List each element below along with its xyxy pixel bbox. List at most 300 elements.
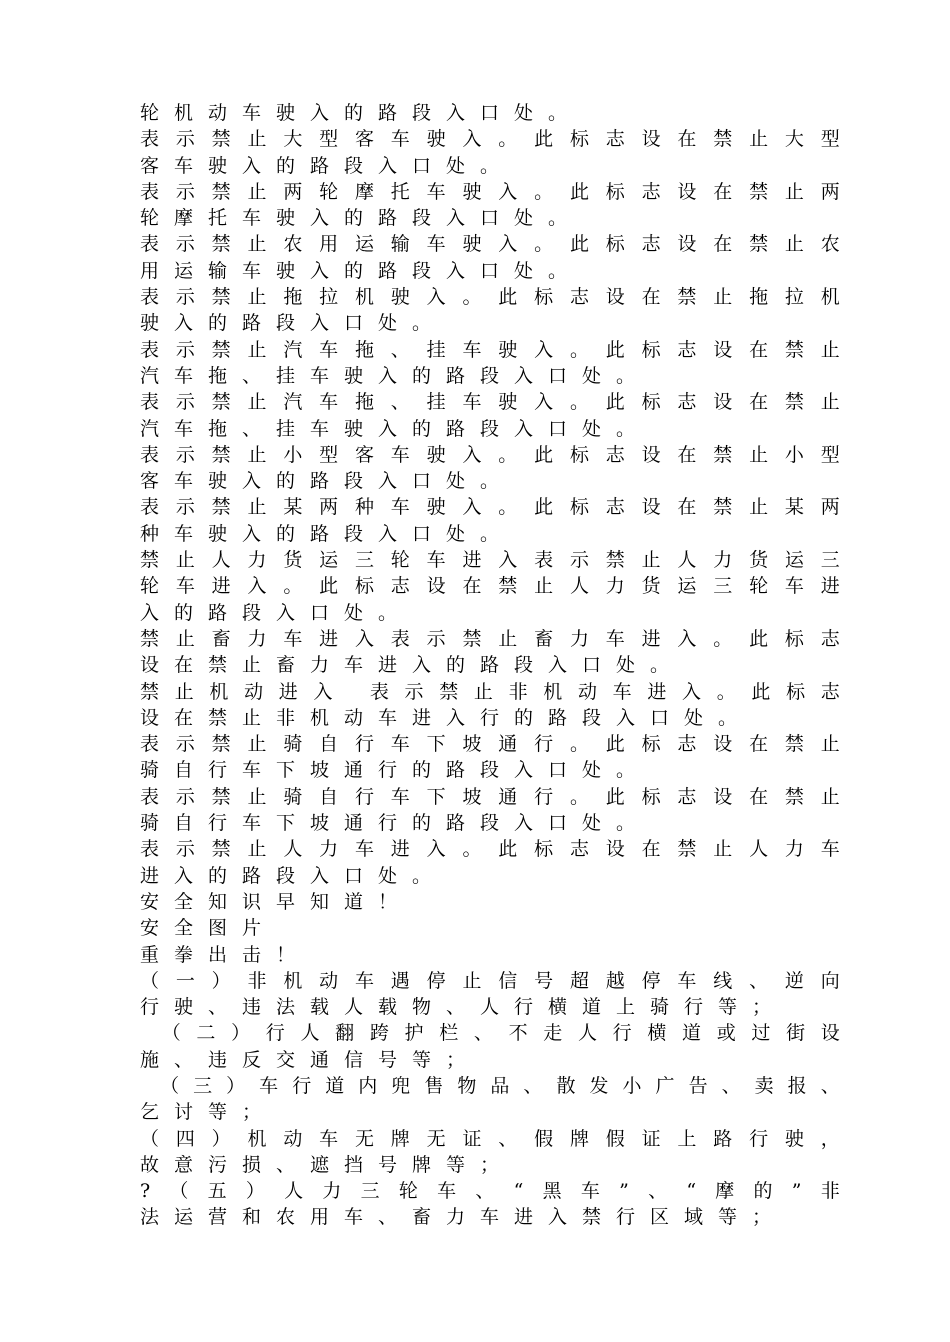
char: 入 — [426, 286, 446, 309]
char: 上 — [677, 1127, 697, 1150]
char: 人 — [749, 838, 769, 861]
char: 禁 — [713, 128, 733, 151]
char: 此 — [498, 286, 518, 309]
char: 停 — [641, 969, 661, 992]
char: 止 — [534, 575, 554, 598]
char: ， — [820, 1127, 840, 1150]
char: 止 — [247, 838, 267, 861]
char: 托 — [390, 180, 410, 203]
char: 。 — [534, 180, 554, 203]
char: 三 — [193, 1074, 213, 1097]
char: 示 — [404, 680, 424, 703]
char: 通 — [498, 733, 518, 756]
char: 禁 — [211, 785, 231, 808]
char: 用 — [319, 233, 339, 256]
char: 。 — [534, 233, 554, 256]
char: 向 — [820, 969, 840, 992]
char: 路 — [713, 1127, 733, 1150]
char: 进 — [390, 838, 410, 861]
char: 标 — [641, 391, 661, 414]
char: 两 — [820, 180, 840, 203]
char: （ — [161, 1022, 181, 1045]
char: 此 — [751, 680, 771, 703]
char: 此 — [605, 391, 625, 414]
char: 走 — [543, 1022, 563, 1045]
char: 两 — [820, 496, 840, 519]
char: 止 — [247, 128, 267, 151]
char: 表 — [140, 180, 160, 203]
char: （ — [169, 1180, 189, 1203]
char: 止 — [247, 443, 267, 466]
char: 道 — [682, 1022, 702, 1045]
char: 表 — [140, 233, 160, 256]
char: 进 — [462, 549, 482, 572]
char: 车 — [462, 338, 482, 361]
char: 入 — [682, 680, 702, 703]
char: 驶 — [498, 391, 518, 414]
char: 非 — [247, 969, 267, 992]
char: 人 — [211, 549, 231, 572]
char: ” — [791, 1180, 802, 1203]
char: 行 — [534, 785, 554, 808]
char: 轮 — [140, 575, 160, 598]
text-line — [140, 442, 840, 468]
char: 车 — [319, 338, 339, 361]
char — [348, 679, 354, 705]
char: 禁 — [498, 575, 518, 598]
text-line: 轮机动车驶入的路段入口处。 — [140, 102, 583, 124]
char: 车 — [390, 785, 410, 808]
char: （ — [140, 1127, 160, 1150]
char: 挂 — [426, 338, 446, 361]
char: 。 — [462, 286, 482, 309]
text-line — [140, 547, 840, 573]
char: 车 — [426, 180, 446, 203]
char: 表 — [534, 549, 554, 572]
char: 表 — [140, 785, 160, 808]
char: 运 — [319, 549, 339, 572]
char: 一 — [175, 969, 195, 992]
char: 表 — [140, 286, 160, 309]
text-line — [140, 573, 840, 599]
char: 车 — [354, 838, 374, 861]
char: 止 — [174, 680, 194, 703]
char: 进 — [211, 575, 231, 598]
char: 车 — [437, 1180, 457, 1203]
char: 禁 — [211, 180, 231, 203]
char: 禁 — [784, 733, 804, 756]
char: 三 — [360, 1180, 380, 1203]
char: 机 — [209, 680, 229, 703]
char: 自 — [319, 733, 339, 756]
char: 止 — [175, 627, 195, 650]
char: 入 — [313, 680, 333, 703]
char: 。 — [569, 733, 589, 756]
char: 设 — [713, 785, 733, 808]
char: 动 — [244, 680, 264, 703]
char: 的 — [753, 1180, 773, 1203]
document-page — [140, 100, 840, 1231]
char: 入 — [534, 391, 554, 414]
char: “ — [513, 1180, 524, 1203]
char: 标 — [569, 128, 589, 151]
char: 街 — [786, 1022, 806, 1045]
char: 标 — [534, 838, 554, 861]
text-line — [140, 679, 840, 705]
char: 骑 — [283, 733, 303, 756]
char: 禁 — [749, 180, 769, 203]
text-line — [140, 1178, 840, 1204]
char: 在 — [749, 785, 769, 808]
char: 售 — [424, 1074, 444, 1097]
text-line — [140, 494, 840, 520]
text-line — [140, 126, 840, 152]
char: 标 — [784, 627, 804, 650]
char: 、 — [390, 338, 410, 361]
char: 此 — [498, 838, 518, 861]
char: 通 — [498, 785, 518, 808]
char: 表 — [140, 338, 160, 361]
char: 志 — [677, 391, 697, 414]
char: 在 — [713, 180, 733, 203]
char: 三 — [354, 549, 374, 572]
char: 止 — [820, 785, 840, 808]
char: 此 — [319, 575, 339, 598]
char: 车 — [605, 627, 625, 650]
char: 下 — [426, 733, 446, 756]
char: 示 — [569, 549, 589, 572]
char: 入 — [462, 443, 482, 466]
char: 车 — [390, 128, 410, 151]
char: 证 — [462, 1127, 482, 1150]
char: 此 — [605, 338, 625, 361]
char: 骑 — [283, 785, 303, 808]
char: 轮 — [390, 549, 410, 572]
char: 禁 — [784, 338, 804, 361]
text-line — [140, 836, 840, 862]
char: 禁 — [677, 286, 697, 309]
char: 止 — [498, 627, 518, 650]
char: 力 — [569, 627, 589, 650]
char: 轮 — [398, 1180, 418, 1203]
char: 表 — [140, 128, 160, 151]
char: 拉 — [319, 286, 339, 309]
text-line — [140, 968, 840, 994]
char: 此 — [749, 627, 769, 650]
char — [140, 1020, 146, 1046]
char: 农 — [820, 233, 840, 256]
char: 力 — [784, 838, 804, 861]
char: 号 — [534, 969, 554, 992]
char: 、 — [498, 1127, 518, 1150]
char: 入 — [498, 233, 518, 256]
char: （ — [140, 969, 160, 992]
char: 栏 — [439, 1022, 459, 1045]
char: 行 — [354, 733, 374, 756]
char: 行 — [534, 733, 554, 756]
char: 在 — [462, 575, 482, 598]
char: 禁 — [140, 680, 160, 703]
char: 驶 — [462, 180, 482, 203]
char: 止 — [247, 391, 267, 414]
char: 力 — [322, 1180, 342, 1203]
char: 黑 — [542, 1180, 562, 1203]
char: 标 — [569, 443, 589, 466]
char: 小 — [283, 443, 303, 466]
text-line: 汽车拖、挂车驶入的路段入口处。 — [140, 364, 651, 387]
char: 志 — [641, 233, 661, 256]
char: 动 — [577, 680, 597, 703]
char: 禁 — [784, 391, 804, 414]
char: 设 — [641, 128, 661, 151]
char: 越 — [605, 969, 625, 992]
char: 止 — [473, 680, 493, 703]
char: 驶 — [426, 128, 446, 151]
char: 表 — [140, 443, 160, 466]
char: 遇 — [390, 969, 410, 992]
char: 止 — [820, 733, 840, 756]
char: 设 — [677, 180, 697, 203]
char: 无 — [426, 1127, 446, 1150]
char: 示 — [175, 391, 195, 414]
text-line: 用运输车驶入的路段入口处。 — [140, 259, 583, 282]
char: 三 — [713, 575, 733, 598]
char: 止 — [749, 443, 769, 466]
char: 假 — [534, 1127, 554, 1150]
char: 小 — [622, 1074, 642, 1097]
text-line — [140, 179, 840, 205]
char: 标 — [786, 680, 806, 703]
char: 人 — [284, 1180, 304, 1203]
char: 证 — [641, 1127, 661, 1150]
char: 在 — [641, 838, 661, 861]
char: 摩 — [354, 180, 374, 203]
text-line — [140, 231, 840, 257]
char: 非 — [508, 680, 528, 703]
char: 在 — [713, 233, 733, 256]
char: 报 — [787, 1074, 807, 1097]
char: ” — [619, 1180, 629, 1203]
char: 汽 — [283, 391, 303, 414]
char: 在 — [677, 443, 697, 466]
char: 客 — [354, 443, 374, 466]
char: 运 — [784, 549, 804, 572]
char: 动 — [319, 969, 339, 992]
text-line — [140, 1020, 840, 1046]
char: 、 — [473, 1022, 493, 1045]
char: 示 — [175, 233, 195, 256]
char: 止 — [247, 233, 267, 256]
char: 坡 — [462, 785, 482, 808]
text-line: 进入的路段入口处。 — [140, 864, 447, 887]
char: 止 — [820, 391, 840, 414]
char: 货 — [749, 549, 769, 572]
char: 示 — [175, 733, 195, 756]
char: 志 — [605, 496, 625, 519]
char: 入 — [247, 575, 267, 598]
char: 或 — [716, 1022, 736, 1045]
char: 止 — [247, 496, 267, 519]
char: 车 — [390, 496, 410, 519]
char: 护 — [404, 1022, 424, 1045]
char: 轮 — [319, 180, 339, 203]
char: 止 — [784, 233, 804, 256]
char: 此 — [569, 180, 589, 203]
char: 志 — [820, 680, 840, 703]
text-line: 驶入的路段入口处。 — [140, 312, 447, 335]
char: 拉 — [784, 286, 804, 309]
text-line: 轮摩托车驶入的路段入口处。 — [140, 207, 583, 230]
char: 设 — [713, 391, 733, 414]
text-line — [140, 626, 840, 652]
char: 车 — [319, 391, 339, 414]
text-line: 安全图片 — [140, 917, 277, 940]
char: 停 — [426, 969, 446, 992]
char: 入 — [462, 496, 482, 519]
char: 志 — [677, 785, 697, 808]
char: 标 — [641, 785, 661, 808]
char: 进 — [820, 575, 840, 598]
char: 广 — [655, 1074, 675, 1097]
char: 拖 — [283, 286, 303, 309]
char — [140, 1073, 146, 1099]
char: 设 — [426, 575, 446, 598]
char: 在 — [749, 391, 769, 414]
char: 力 — [605, 575, 625, 598]
char: 禁 — [211, 496, 231, 519]
char: 禁 — [211, 443, 231, 466]
char: 车 — [677, 969, 697, 992]
char: 、 — [390, 391, 410, 414]
char: 此 — [605, 785, 625, 808]
char: 牌 — [569, 1127, 589, 1150]
char: 人 — [577, 1022, 597, 1045]
char: 不 — [508, 1022, 528, 1045]
char: 志 — [605, 443, 625, 466]
char: 进 — [647, 680, 667, 703]
char: 行 — [265, 1022, 285, 1045]
char: 止 — [713, 838, 733, 861]
char: 型 — [820, 128, 840, 151]
char: 摩 — [715, 1180, 735, 1203]
char: 超 — [569, 969, 589, 992]
char: 车 — [612, 680, 632, 703]
char: 止 — [247, 286, 267, 309]
char: 车 — [283, 627, 303, 650]
char: 车 — [426, 233, 446, 256]
char: 客 — [354, 128, 374, 151]
char: 车 — [462, 391, 482, 414]
char: 车 — [390, 443, 410, 466]
char: 止 — [713, 286, 733, 309]
char: 品 — [490, 1074, 510, 1097]
char: 驶 — [498, 338, 518, 361]
char: 非 — [820, 1180, 840, 1203]
char: 内 — [358, 1074, 378, 1097]
char: 、 — [749, 969, 769, 992]
char: 人 — [677, 549, 697, 572]
char: 禁 — [784, 785, 804, 808]
char: 车 — [784, 575, 804, 598]
char: 、 — [475, 1180, 495, 1203]
char: 车 — [175, 575, 195, 598]
char: 散 — [556, 1074, 576, 1097]
char: ? — [140, 1180, 151, 1203]
char: 拖 — [354, 338, 374, 361]
char: 输 — [390, 233, 410, 256]
char: 在 — [641, 286, 661, 309]
char: 示 — [175, 443, 195, 466]
char: 止 — [175, 549, 195, 572]
char: 止 — [820, 338, 840, 361]
char: 标 — [534, 286, 554, 309]
char: 禁 — [462, 627, 482, 650]
text-line — [140, 284, 840, 310]
char: 两 — [283, 180, 303, 203]
char: 机 — [283, 969, 303, 992]
char: 志 — [820, 627, 840, 650]
char: 在 — [677, 496, 697, 519]
text-line: 骑自行车下坡通行的路段入口处。 — [140, 812, 651, 835]
char: 。 — [498, 496, 518, 519]
char: 此 — [534, 496, 554, 519]
char: 禁 — [140, 549, 160, 572]
char: 型 — [319, 128, 339, 151]
char: 示 — [426, 627, 446, 650]
char: 进 — [319, 627, 339, 650]
char: 禁 — [677, 838, 697, 861]
char: 设 — [605, 286, 625, 309]
char: 大 — [283, 128, 303, 151]
char: 。 — [569, 338, 589, 361]
char: 志 — [390, 575, 410, 598]
char: 志 — [677, 338, 697, 361]
text-line: 法运营和农用车、畜力车进入禁行区域等； — [140, 1206, 787, 1229]
char: 。 — [498, 128, 518, 151]
char: 。 — [569, 785, 589, 808]
char: 轮 — [749, 575, 769, 598]
char: 驶 — [784, 1127, 804, 1150]
char: 下 — [426, 785, 446, 808]
char: 行 — [354, 785, 374, 808]
char: 车 — [390, 733, 410, 756]
char: 驶 — [426, 443, 446, 466]
char: 过 — [751, 1022, 771, 1045]
char: 设 — [677, 233, 697, 256]
char: 货 — [283, 549, 303, 572]
char: 驶 — [426, 496, 446, 519]
char: 二 — [196, 1022, 216, 1045]
char: 表 — [140, 496, 160, 519]
char: 行 — [612, 1022, 632, 1045]
char: 示 — [175, 338, 195, 361]
char: 、 — [648, 1180, 668, 1203]
char: ） — [231, 1022, 251, 1045]
char: 牌 — [390, 1127, 410, 1150]
char: 线 — [713, 969, 733, 992]
char: 志 — [569, 286, 589, 309]
char: 止 — [784, 180, 804, 203]
char: 禁 — [211, 733, 231, 756]
char: 某 — [784, 496, 804, 519]
text-line: 故意污损、遮挡号牌等； — [140, 1153, 515, 1176]
char: 止 — [462, 969, 482, 992]
char: 畜 — [211, 627, 231, 650]
char: 设 — [713, 338, 733, 361]
char: 车 — [820, 838, 840, 861]
char: 示 — [175, 496, 195, 519]
char: 力 — [247, 627, 267, 650]
